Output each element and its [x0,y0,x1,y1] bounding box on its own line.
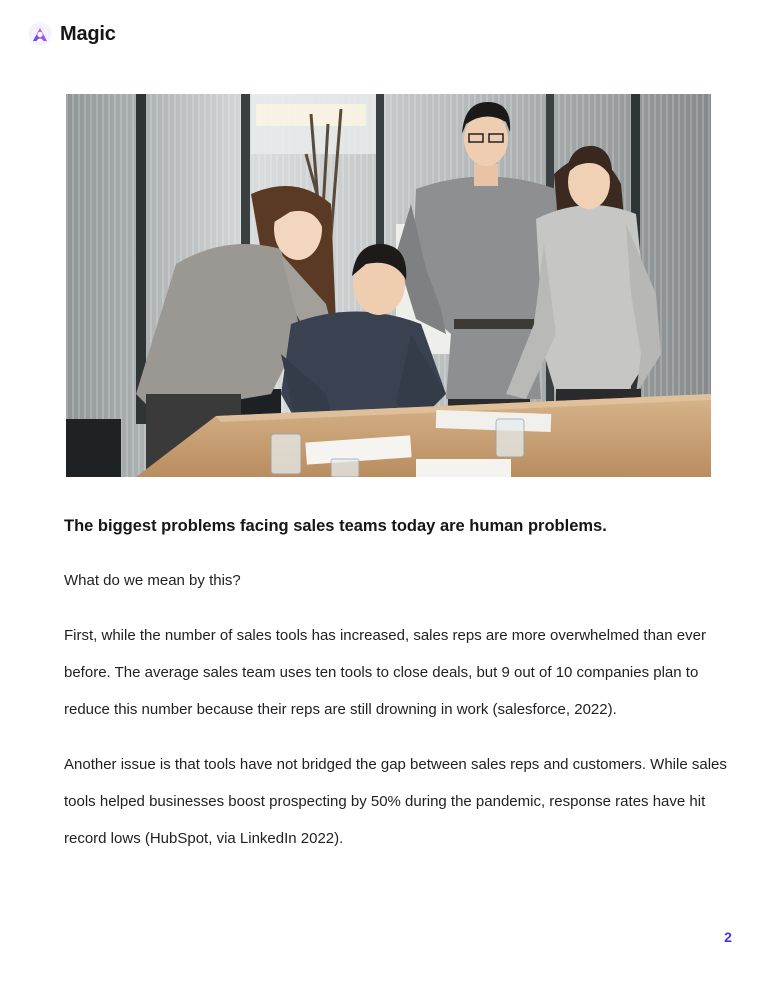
section-heading: The biggest problems facing sales teams today are human problems. [64,517,607,535]
body-paragraph-tools: First, while the number of sales tools has increased, sales reps are more overwhelmed than ever before. The average sales team uses ten tools to close deals, but 9 out of 10 companies plan to reduce this number because their reps are still drowning in work (salesforce, 2022). [64,627,706,718]
magic-logo-icon [28,22,52,46]
team-photo [66,94,711,477]
intro-paragraph: What do we mean by this? [64,572,241,589]
body-paragraph-gap: Another issue is that tools have not bridged the gap between sales reps and customers. While sales tools helped businesses boost prospecting by 50% during the pandemic, response rates have hit record lows (HubSpot, via LinkedIn 2022). [64,756,727,847]
brand-header [28,22,116,46]
brand-name: Magic [60,22,116,45]
page-number: 2 [724,929,732,945]
